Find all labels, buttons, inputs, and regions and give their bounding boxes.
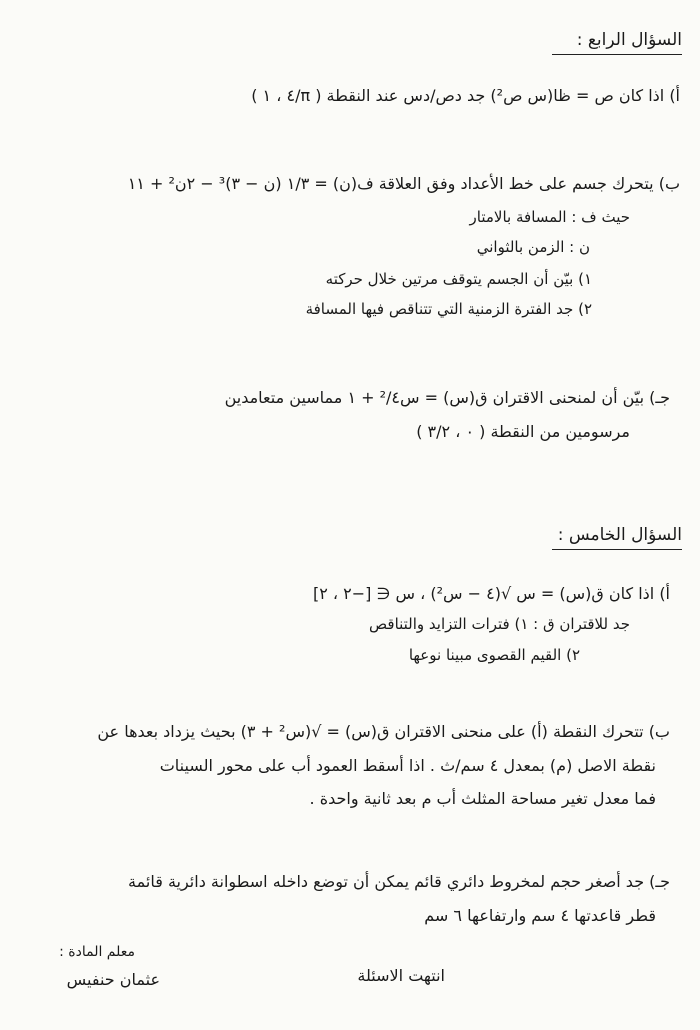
q5-part-c-line-2: قطر قاعدتها ٤ سم وارتفاعها ٦ سم bbox=[424, 906, 656, 925]
end-of-questions: انتهت الاسئلة bbox=[357, 966, 445, 985]
q5-part-a-item-1: جد للاقتران ق : ١) فترات التزايد والتناقص bbox=[369, 615, 630, 633]
teacher-name: عثمان حنفيس bbox=[66, 970, 160, 989]
q4-heading: السؤال الرابع : bbox=[576, 30, 682, 50]
q4-part-c-line-1: جـ) بيّن أن لمنحنى الاقتران ق(س) = س²/٤ + ١ مماسين متعامدين bbox=[224, 388, 670, 407]
q5-part-b-line-1: ب) تتحرك النقطة (أ) على منحنى الاقتران ق(س) = √(س² + ٣) بحيث يزداد بعدها عن bbox=[97, 722, 670, 741]
q4-part-b-stem: ب) يتحرك جسم على خط الأعداد وفق العلاقة ف(ن) = ١/٣ (ن − ٣)³ − ٢ن² + ١١ bbox=[127, 174, 680, 193]
q4-part-b-where-distance: حيث ف : المسافة بالامتار bbox=[469, 208, 630, 226]
q5-part-b-line-3: فما معدل تغير مساحة المثلث أب م بعد ثانية واحدة . bbox=[309, 789, 656, 808]
q5-part-a-item-2: ٢) القيم القصوى مبينا نوعها bbox=[408, 646, 580, 664]
q5-heading-underline bbox=[552, 549, 682, 550]
q4-part-b-item-2: ٢) جد الفترة الزمنية التي تتناقص فيها المسافة bbox=[305, 300, 592, 318]
q4-part-b-where-time: ن : الزمن بالثواني bbox=[476, 238, 590, 256]
q4-part-c-line-2: مرسومين من النقطة ( ٠ ، ٣/٢ ) bbox=[416, 422, 630, 441]
q5-part-a-stem: أ) اذا كان ق(س) = س √(٤ − س²) ، س ∈ [−٢ ، ٢] bbox=[312, 584, 670, 603]
q5-heading: السؤال الخامس : bbox=[557, 525, 682, 545]
q5-part-b-line-2: نقطة الاصل (م) بمعدل ٤ سم/ث . اذا أسقط العمود أب على محور السينات bbox=[159, 756, 656, 775]
q4-heading-underline bbox=[552, 54, 682, 55]
q4-part-b-item-1: ١) بيّن أن الجسم يتوقف مرتين خلال حركته bbox=[325, 270, 592, 288]
q4-part-a: أ) اذا كان ص = ظا(س ص²) جد دص/دس عند النقطة ( π/٤ ، ١ ) bbox=[251, 86, 680, 105]
teacher-label: معلم المادة : bbox=[59, 944, 135, 960]
q5-part-c-line-1: جـ) جد أصغر حجم لمخروط دائري قائم يمكن أن توضع داخله اسطوانة دائرية قائمة bbox=[128, 872, 670, 891]
